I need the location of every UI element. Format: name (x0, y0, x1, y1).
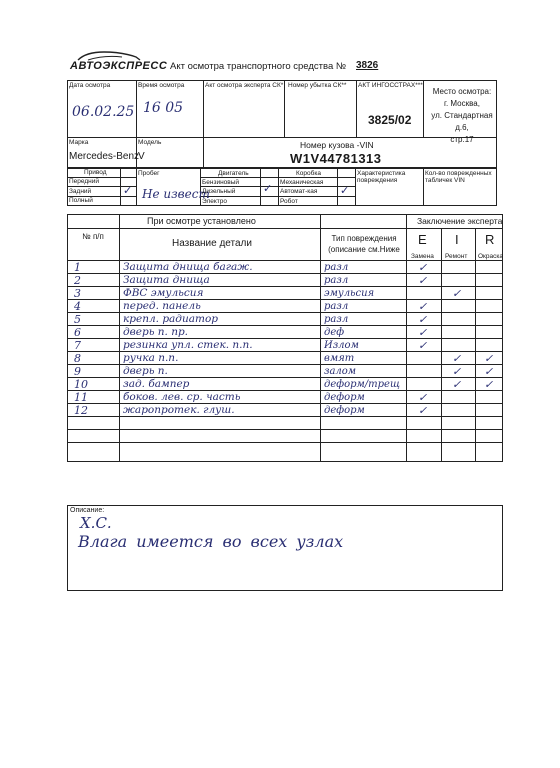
row-damage-type: разл (324, 301, 349, 312)
row-replace-check-icon (418, 287, 438, 300)
row-damage-type: разл (324, 275, 349, 286)
col-i-header: I (455, 232, 459, 247)
drive-label: Привод (84, 169, 107, 176)
row-number: 7 (74, 339, 81, 352)
row-paint-check-icon (484, 313, 502, 326)
act-number: 3826 (356, 60, 379, 71)
drive-option-front: Передний (69, 178, 100, 185)
row-part-name: зад. бампер (123, 378, 190, 390)
row-paint-check-icon (484, 326, 502, 339)
row-part-name: резинка упл. стек. п.п. (123, 339, 253, 351)
ingos-act-label: АКТ ИНГОССТРАХ*** (358, 82, 423, 89)
gearbox-auto-check-icon: ✓ (340, 185, 350, 197)
description-label: Описание: (70, 507, 105, 514)
row-damage-type: разл (324, 262, 349, 273)
row-damage-type: деформ (324, 392, 365, 403)
row-number: 3 (74, 287, 81, 300)
row-part-name: ручка п.п. (123, 352, 179, 364)
row-damage-type: разл (324, 314, 349, 325)
loss-number-label: Номер убытка СК** (288, 82, 347, 89)
row-paint-check-icon (484, 261, 502, 274)
row-replace-check-icon: ✓ (418, 391, 428, 404)
part-name-header: Название детали (172, 238, 252, 249)
row-replace-check-icon: ✓ (418, 300, 428, 313)
logo-text: АВТОЭКСПРЕСС (70, 60, 168, 72)
row-number: 6 (74, 326, 81, 339)
row-part-name: перед. панель (123, 300, 201, 312)
row-repair-check-icon (452, 339, 472, 352)
col-r-header: R (485, 232, 495, 247)
model-value: V (138, 151, 145, 162)
col-r-sub: Окраска (478, 253, 503, 260)
brand-value: Mercedes-Benz (69, 151, 140, 162)
engine-option-diesel: Дизельный (202, 188, 236, 195)
row-number: 2 (74, 274, 81, 287)
row-replace-check-icon: ✓ (418, 313, 428, 326)
row-number: 5 (74, 313, 81, 326)
row-replace-check-icon: ✓ (418, 404, 428, 417)
mileage-label: Пробег (138, 170, 160, 177)
established-header: При осмотре установлено (147, 216, 256, 226)
row-paint-check-icon (484, 287, 502, 300)
vin-plates-label: Кол-во поврежденных табличек VIN (425, 170, 492, 184)
row-paint-check-icon: ✓ (484, 378, 494, 391)
row-repair-check-icon: ✓ (452, 352, 462, 365)
row-part-name: дверь п. пр. (123, 326, 189, 338)
row-paint-check-icon (484, 391, 502, 404)
row-number: 10 (74, 378, 88, 391)
row-replace-check-icon (418, 365, 438, 378)
description-line-1: Х.С. (80, 514, 112, 532)
damage-char-label: Характеристика повреждения (357, 170, 406, 184)
gearbox-label: Коробка (296, 170, 321, 177)
brand-label: Марка (69, 139, 89, 146)
act-title: Акт осмотра транспортного средства № (170, 61, 347, 72)
col-e-sub: Замена (411, 253, 434, 260)
row-damage-type: деф (324, 327, 345, 338)
model-label: Модель (138, 139, 162, 146)
row-damage-type: эмульсия (324, 288, 375, 299)
drive-option-full: Полный (69, 197, 93, 204)
row-damage-type: вмят (324, 353, 355, 364)
engine-label: Двигатель (218, 170, 249, 177)
row-repair-check-icon (452, 313, 472, 326)
row-number: 11 (74, 391, 88, 404)
row-repair-check-icon (452, 404, 472, 417)
row-paint-check-icon: ✓ (484, 365, 494, 378)
inspection-place: Место осмотра: г. Москва, ул. Стандартная д.6, стр.17 (431, 87, 493, 144)
date-value: 06.02.25 (72, 104, 135, 120)
damage-type-header: Тип повреждения (описание см.Ниже (328, 234, 400, 254)
row-repair-check-icon: ✓ (452, 365, 462, 378)
company-logo (70, 50, 168, 74)
time-value: 16 05 (143, 100, 184, 116)
conclusion-header: Заключение эксперта (417, 216, 503, 226)
num-header: № п/п (82, 232, 104, 241)
row-paint-check-icon (484, 339, 502, 352)
row-part-name: дверь п. (123, 365, 168, 377)
row-part-name: ФВС эмульсия (123, 287, 204, 299)
row-number: 9 (74, 365, 81, 378)
row-part-name: Защита днища (123, 274, 210, 286)
row-damage-type: деформ/трещ (324, 379, 400, 390)
row-replace-check-icon (418, 378, 438, 391)
row-replace-check-icon (418, 352, 438, 365)
row-repair-check-icon (452, 261, 472, 274)
row-repair-check-icon: ✓ (452, 287, 462, 300)
row-number: 1 (74, 261, 81, 274)
drive-rear-check-icon: ✓ (123, 185, 133, 197)
row-damage-type: Излом (324, 340, 359, 351)
row-repair-check-icon (452, 300, 472, 313)
row-part-name: жаропротек. глуш. (123, 404, 235, 416)
row-number: 8 (74, 352, 81, 365)
row-repair-check-icon: ✓ (452, 378, 462, 391)
row-part-name: Защита днища багаж. (123, 261, 253, 273)
mileage-value: Не извест (142, 187, 210, 201)
col-e-header: E (418, 232, 427, 247)
ingos-act-value: 3825/02 (368, 113, 412, 127)
expert-act-label: Акт осмотра эксперта СК* (205, 82, 284, 89)
row-damage-type: залом (324, 366, 357, 377)
row-replace-check-icon: ✓ (418, 326, 428, 339)
row-repair-check-icon (452, 326, 472, 339)
engine-option-petrol: Бензиновый (202, 179, 240, 186)
row-paint-check-icon (484, 300, 502, 313)
gearbox-option-auto: Автомат-кая (280, 188, 318, 195)
row-repair-check-icon (452, 274, 472, 287)
engine-diesel-check-icon: ✓ (263, 183, 273, 195)
row-number: 4 (74, 300, 81, 313)
gearbox-option-manual: Механическая (280, 179, 324, 186)
col-i-sub: Ремонт (445, 253, 468, 260)
row-paint-check-icon (484, 404, 502, 417)
row-part-name: крепл. радиатор (123, 313, 218, 325)
row-paint-check-icon (484, 274, 502, 287)
row-replace-check-icon: ✓ (418, 274, 428, 287)
row-replace-check-icon: ✓ (418, 261, 428, 274)
vin-value: W1V44781313 (290, 151, 382, 166)
date-label: Дата осмотра (69, 82, 111, 89)
vin-label: Номер кузова -VIN (300, 140, 374, 150)
description-line-2: Влага имеется во всех узлах (78, 532, 344, 551)
time-label: Время осмотра (138, 82, 185, 89)
gearbox-option-robot: Робот (280, 198, 298, 205)
row-part-name: боков. лев. ср. часть (123, 391, 241, 403)
row-repair-check-icon (452, 391, 472, 404)
row-replace-check-icon: ✓ (418, 339, 428, 352)
row-damage-type: деформ (324, 405, 365, 416)
engine-option-electric: Электро (202, 198, 227, 205)
row-number: 12 (74, 404, 88, 417)
row-paint-check-icon: ✓ (484, 352, 494, 365)
drive-option-rear: Задний (69, 188, 92, 195)
